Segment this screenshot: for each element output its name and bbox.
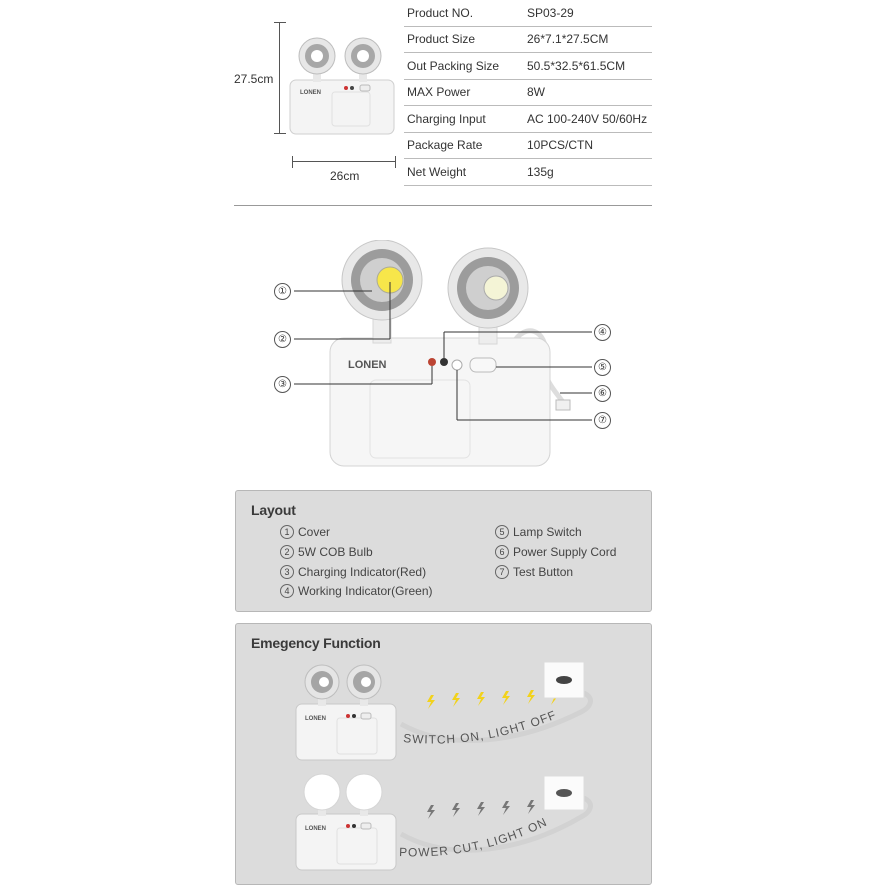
spec-key: Out Packing Size [404,53,524,80]
svg-text:SWITCH ON, LIGHT OFF: SWITCH ON, LIGHT OFF [402,707,559,747]
power-cut-illustration [291,772,651,877]
section-divider [234,205,652,206]
layout-item: 4 Working Indicator(Green) [280,584,433,599]
layout-item: 1 Cover [280,525,330,540]
callout-6: ⑥ [594,385,611,402]
svg-text:LONEN: LONEN [300,90,321,96]
table-row [404,79,652,106]
svg-text:LONEN: LONEN [305,716,326,722]
spec-value: 8W [524,79,652,106]
layout-item: 5 Lamp Switch [495,525,582,540]
callout-7: ⑦ [594,412,611,429]
layout-item: 6 Power Supply Cord [495,545,616,560]
svg-text:POWER CUT, LIGHT ON: POWER CUT, LIGHT ON [398,814,550,860]
callout-4: ④ [594,324,611,341]
spec-key: Package Rate [404,132,524,159]
table-row [404,0,652,26]
spec-value: 26*7.1*27.5CM [524,26,652,53]
table-row [404,26,652,53]
spec-value: SP03-29 [524,0,652,26]
width-dimension-line [292,156,396,168]
emergency-title: Emegency Function [251,635,381,651]
spec-value: 10PCS/CTN [524,132,652,159]
height-dimension-label: 27.5cm [234,72,274,86]
table-row [404,132,652,159]
spec-key: Net Weight [404,159,524,186]
spec-key: MAX Power [404,79,524,106]
callout-1: ① [274,283,291,300]
spec-key: Product Size [404,26,524,53]
spec-value: AC 100-240V 50/60Hz [524,106,652,133]
svg-text:LONEN: LONEN [348,359,387,371]
spec-table [404,0,652,186]
spec-key: Product NO. [404,0,524,26]
spec-value: 50.5*32.5*61.5CM [524,53,652,80]
svg-text:LONEN: LONEN [305,826,326,832]
height-dimension-line [274,22,286,134]
emergency-panel [235,623,652,885]
product-thumbnail [286,32,400,136]
callout-3: ③ [274,376,291,393]
table-row [404,106,652,133]
layout-title: Layout [251,502,296,518]
callout-5: ⑤ [594,359,611,376]
table-row [404,53,652,80]
layout-item: 3 Charging Indicator(Red) [280,565,426,580]
layout-panel [235,490,652,612]
table-row [404,159,652,186]
spec-key: Charging Input [404,106,524,133]
switch-on-illustration [291,662,651,762]
layout-item: 2 5W COB Bulb [280,545,373,560]
spec-value: 135g [524,159,652,186]
callout-2: ② [274,331,291,348]
layout-item: 7 Test Button [495,565,573,580]
width-dimension-label: 26cm [330,169,360,183]
